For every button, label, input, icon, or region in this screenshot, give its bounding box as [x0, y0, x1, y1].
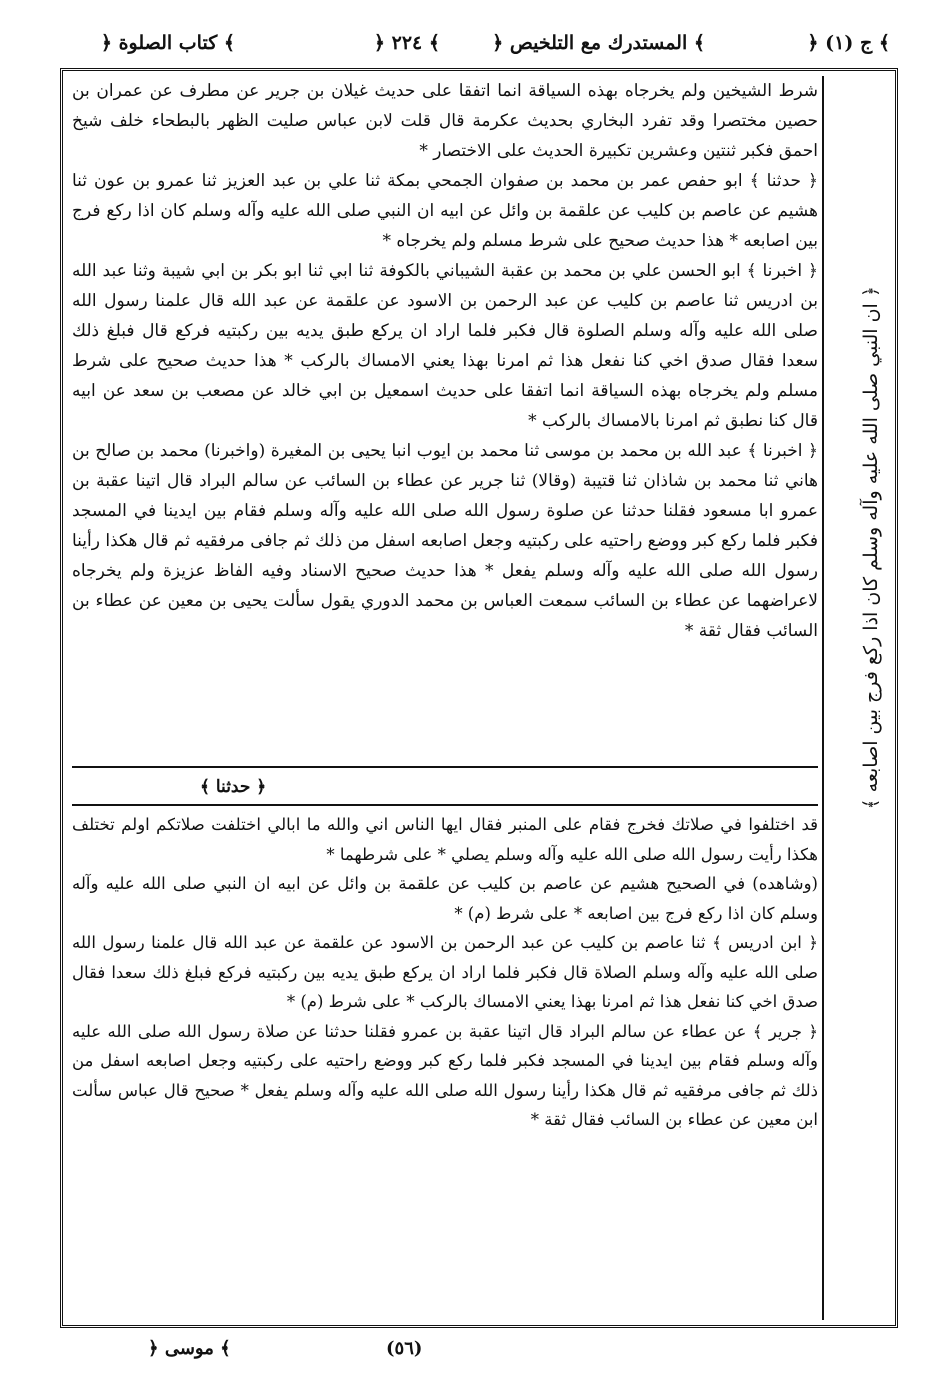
header-work-title: ﴿ المستدرك مع التلخيص ﴾ — [492, 32, 705, 54]
main-paragraph: ﴿ اخبرنا ﴾ عبد الله بن محمد بن موسى ثنا محمد بن ايوب انبا يحيى بن المغيرة (واخبرنا) محمد بن صالح بن هاني ثنا محمد بن شاذان ثنا قتيبة (وقالا) ثنا جرير عن عطاء بن السائب عن سالم البراد قال اتينا عقبة بن عمرو ابا مسعود فقلنا حدثنا عن صلوة رسول الله صلى الله عليه وآله وسلم فقام بين ايدينا في المسجد فكبر فلما ركع كبر ووضع راحتيه على ركبتيه وجعل اصابعه اسفل من ذلك ثم جافى مرفقيه ثم قال هكذا رأينا رسول الله صلى الله عليه وآله وسلم يفعل * هذا حديث صحيح الاسناد وفيه الفاظ عزيزة ولم يخرجاه لاعراضهما عن عطاء بن السائب سمعت العباس بن محمد الدوري يقول سألت يحيى بن معين عن عطاء بن السائب فقال ثقة * — [72, 441, 818, 641]
notes-label: ﴿ حدثنا ﴾ — [200, 777, 267, 797]
talkhis-notes — [72, 810, 818, 1135]
main-text — [72, 76, 818, 646]
margin-sidebar — [822, 76, 888, 1320]
note-paragraph: ﴿ ابن ادريس ﴾ ثنا عاصم بن كليب عن عبد الرحمن بن الاسود عن علقمة عن عبد الله قال علمنا رسول الله صلى الله عليه وآله وسلم الصلاة قال فكبر فلما اراد ان يركع طبق يديه بين ركبتيه فركع فبلغ ذلك سعدا فقال صدق اخي كنا نفعل هذا ثم امرنا بهذا يعني الامساك بالركب * على شرط (م) * — [72, 933, 818, 1011]
main-paragraph: شرط الشيخين ولم يخرجاه بهذه السياقة انما اتفقا على حديث غيلان بن جرير عن مطرف عن عمران بن حصين مختصرا وقد تفرد البخاري بحديث عكرمة قال قلت لابن عباس صليت الظهر بالبطحاء خلف شيخ احمق فكبر ثنتين وعشرين تكبيرة الحديث على الاختصار * — [72, 81, 818, 161]
header-page-number: ﴿ ٢٢٤ ﴾ — [373, 32, 440, 54]
page-header — [60, 26, 900, 66]
main-paragraph: ﴿ حدثنا ﴾ ابو حفص عمر بن محمد بن صفوان الجمحي بمكة ثنا علي بن عبد العزيز ثنا عمرو بن عون ثنا هشيم عن عاصم بن كليب عن علقمة بن وائل عن ابيه ان النبي صلى الله عليه وآله وسلم كان اذا ركع فرج بين اصابعه * هذا حديث صحيح على شرط مسلم ولم يخرجاه * — [72, 171, 818, 251]
separator-bottom — [72, 804, 818, 806]
note-paragraph: (وشاهده) في الصحيح هشيم عن عاصم بن كليب عن علقمة بن وائل عن ابيه ان النبي صلى الله عليه وآله وسلم كان اذا ركع فرج بين اصابعه * على شرط (م) * — [72, 874, 818, 923]
separator-top — [72, 766, 818, 768]
footer-page-number: (٥٦) — [386, 1338, 423, 1359]
header-volume: ﴿ ج (١) ﴾ — [807, 32, 890, 54]
note-paragraph: ﴿ جرير ﴾ عن عطاء عن سالم البراد قال اتينا عقبة بن عمرو فقلنا حدثنا عن صلاة رسول الله صلى الله عليه وآله وسلم فقام بين ايدينا في المسجد فكبر فلما ركع كبر ووضع راحتيه على ركبتيه وجعل اصابعه اسفل من ذلك ثم جافى مرفقيه ثم قال هكذا رأينا رسول الله صلى الله عليه وآله وسلم يفعل * صحيح قال عباس سألت ابن معين عن عطاء بن السائب فقال ثقة * — [72, 1021, 818, 1129]
sidebar-heading: ﴿ ان النبي صلى الله عليه وآله وسلم كان اذا ركع فرج بين اصابعه ﴾ — [860, 286, 882, 810]
note-paragraph: قد اختلفوا في صلاتك فخرج فقام على المنبر فقال ايها الناس اني والله ما ابالي اختلفت صلاتكم اولم تختلف هكذا رأيت رسول الله صلى الله عليه وآله وسلم يصلي * على شرطهما * — [72, 815, 818, 864]
footer-catchword: ﴿ موسى ﴾ — [148, 1338, 231, 1359]
main-paragraph: ﴿ اخبرنا ﴾ ابو الحسن علي بن محمد بن عقبة الشيباني بالكوفة ثنا ابي ثنا ابو بكر بن ابي شيبة وثنا عبد الله بن ادريس ثنا عاصم بن كليب عن عبد الرحمن بن الاسود عن علقمة عن عبد الله قال علمنا رسول الله صلى الله عليه وآله وسلم الصلوة قال فكبر فلما اراد ان يركع طبق يديه بين ركبتيه فركع قال فبلغ ذلك سعدا فقال صدق اخي كنا نفعل هذا ثم امرنا بهذا يعني الامساك بالركب * هذا حديث صحيح على شرط مسلم ولم يخرجاه بهذه السياقة انما اتفقا على حديث اسمعيل بن ابي خالد عن مصعب بن سعد عن ابيه قال كنا نطبق ثم امرنا بالامساك بالركب * — [72, 261, 818, 431]
header-book-title: ﴿ كتاب الصلوة ﴾ — [100, 32, 235, 54]
